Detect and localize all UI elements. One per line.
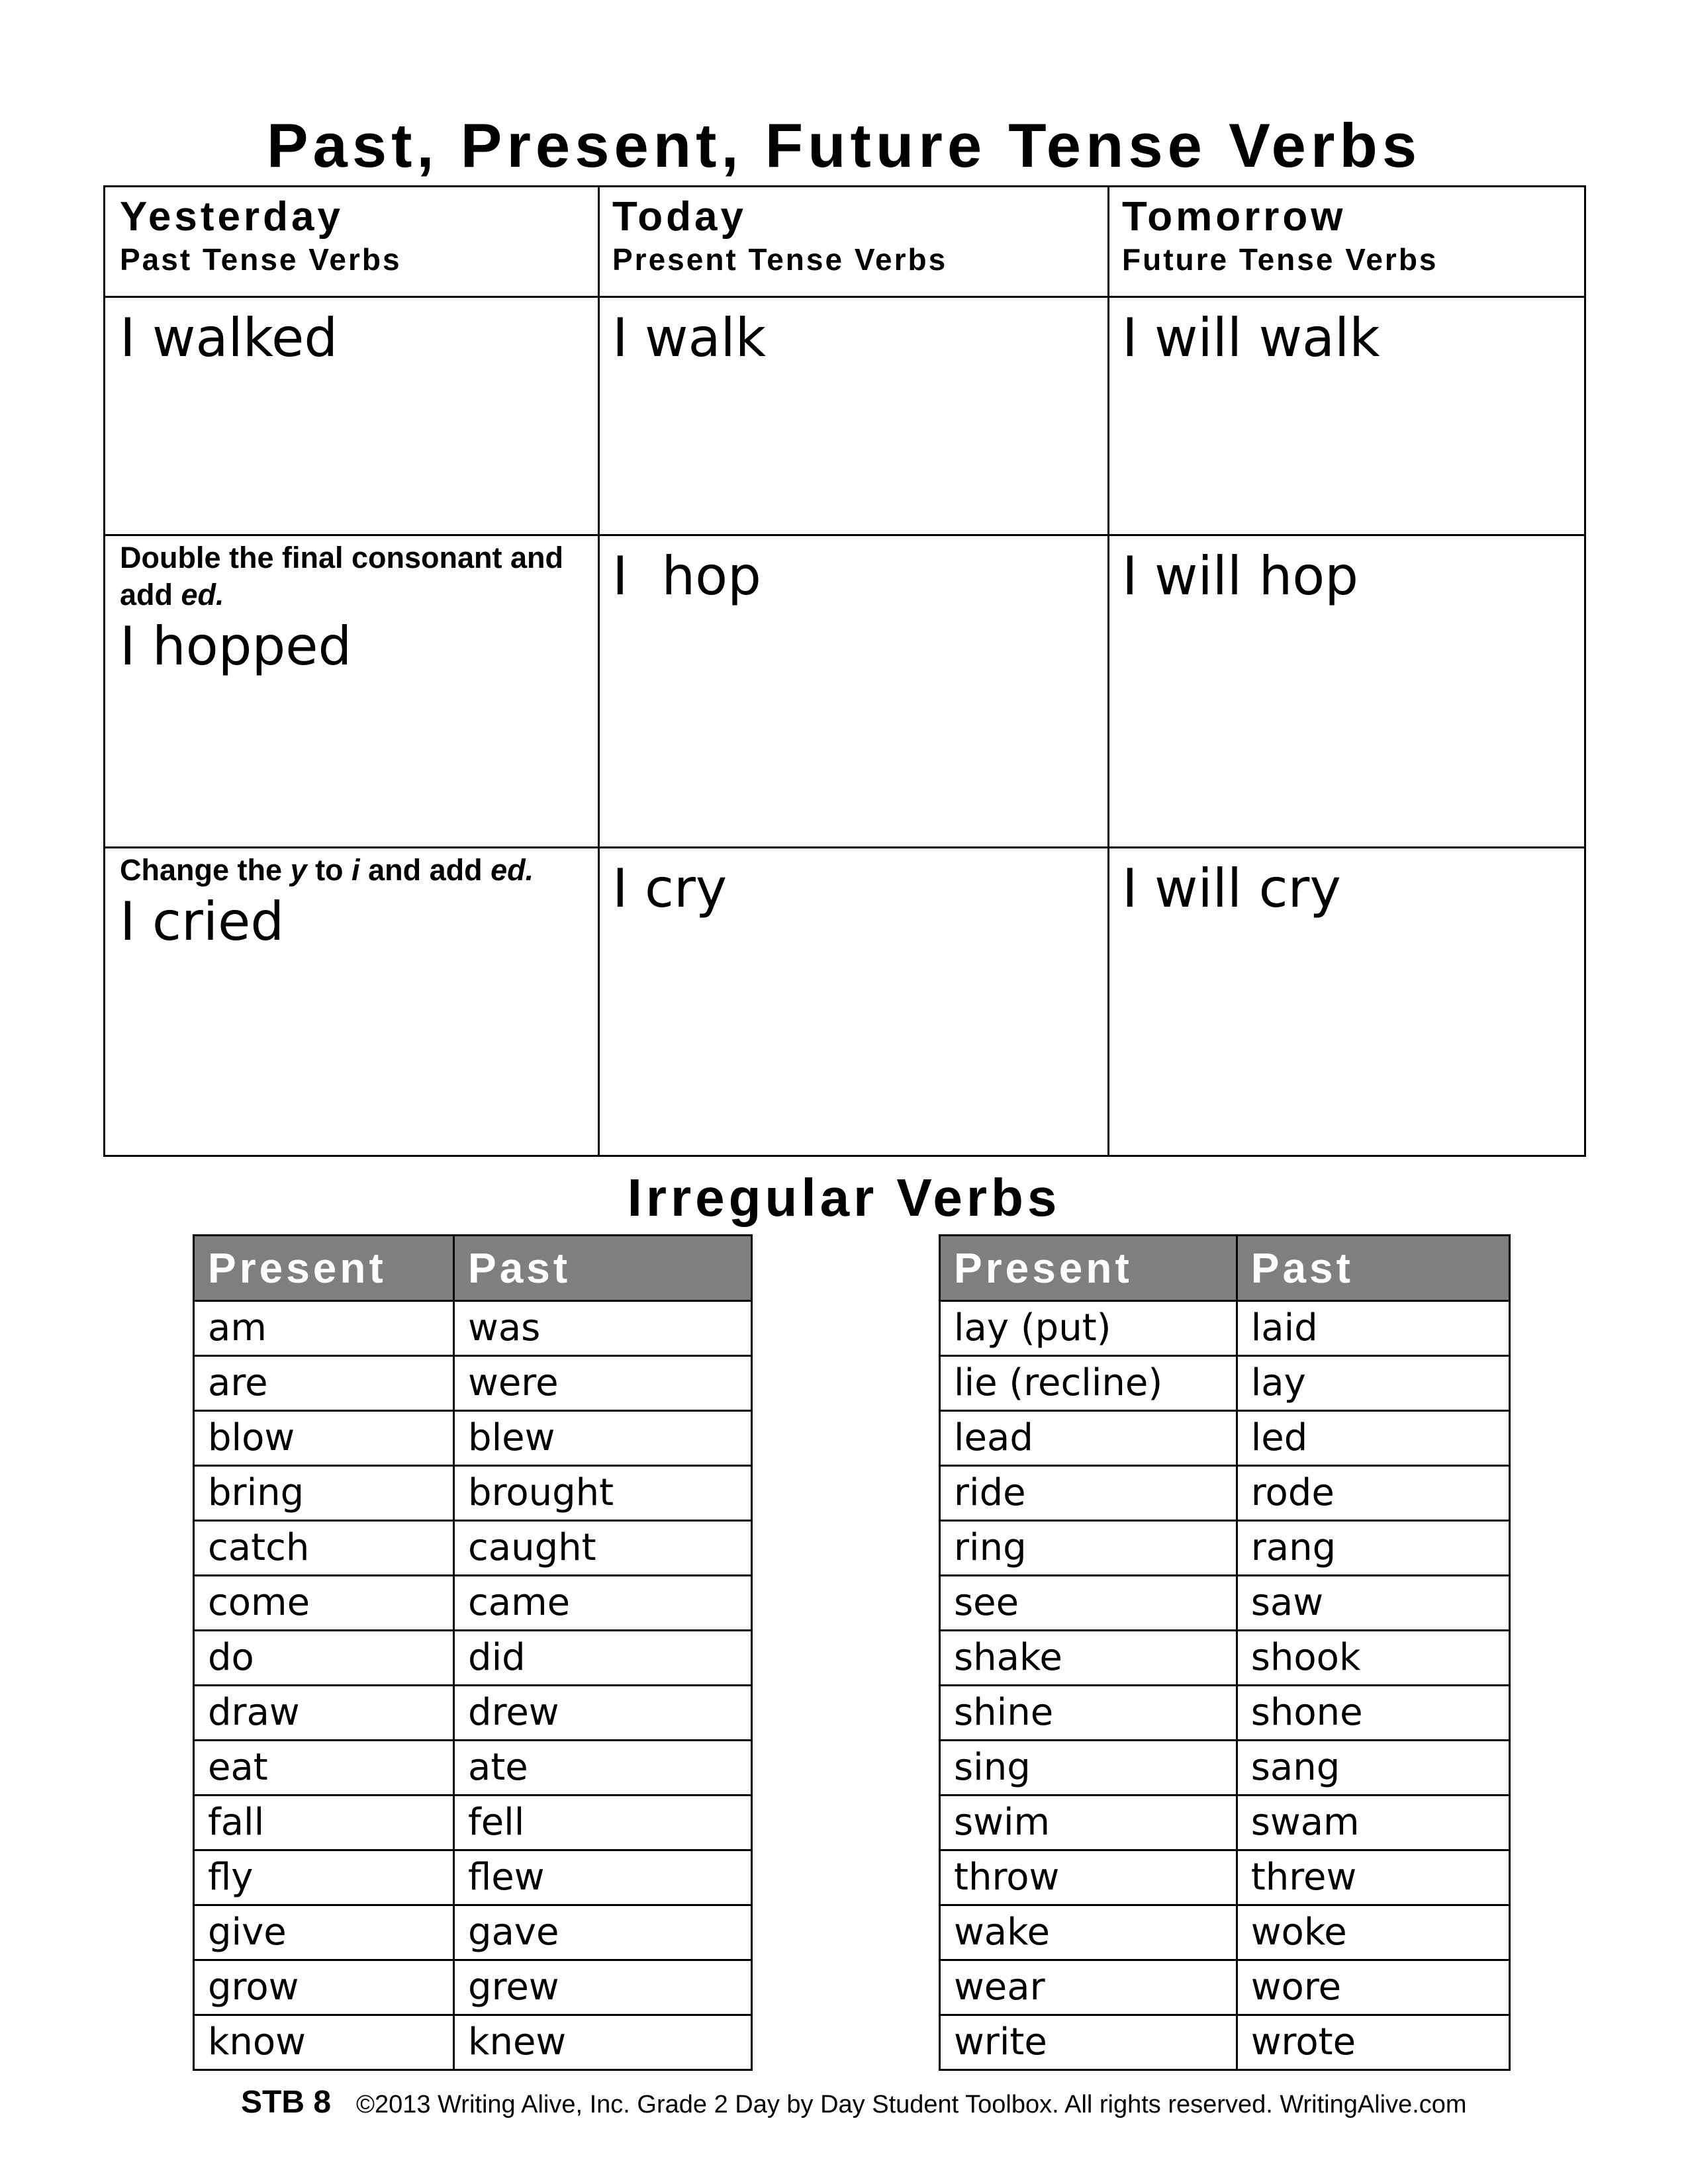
- header-sub: Past Tense Verbs: [120, 242, 402, 277]
- header-main: Today: [612, 194, 747, 240]
- spelling-rule-note: Change the y to i and add ed.: [120, 853, 534, 887]
- footer: [241, 2086, 1467, 2121]
- header-main: Yesterday: [120, 194, 344, 240]
- present-verb-cell: are: [194, 1356, 454, 1411]
- present-verb-cell: lie (recline): [940, 1356, 1237, 1411]
- past-verb-cell: laid: [1237, 1301, 1509, 1356]
- future-cell-cry: [1107, 849, 1584, 921]
- past-verb-cell: caught: [454, 1521, 752, 1576]
- tense-table: [103, 185, 1586, 1157]
- past-verb-cell: wrote: [1237, 2015, 1509, 2070]
- table-row: [194, 1521, 752, 1576]
- past-verb-cell: shook: [1237, 1631, 1509, 1686]
- past-verb-cell: did: [454, 1631, 752, 1686]
- table-row: [940, 1521, 1510, 1576]
- present-verb-cell: see: [940, 1576, 1237, 1631]
- footer-copyright: ©2013 Writing Alive, Inc. Grade 2 Day by Day Student Toolbox. All rights reserved. WritingAlive.com: [356, 2091, 1467, 2118]
- irregular-verbs-title: Irregular Verbs: [627, 1168, 1061, 1227]
- header-sub: Future Tense Verbs: [1122, 242, 1438, 277]
- spelling-rule-note: Double the final consonant and add ed.: [120, 541, 564, 612]
- past-verb: I cried: [120, 891, 285, 952]
- table-row: [940, 1466, 1510, 1521]
- table-row: [940, 1960, 1510, 2015]
- present-verb-cell: wear: [940, 1960, 1237, 2015]
- past-verb-cell: knew: [454, 2015, 752, 2070]
- present-verb-cell: bring: [194, 1466, 454, 1521]
- present-verb: I hop: [612, 545, 761, 607]
- header-main: Tomorrow: [1122, 194, 1346, 240]
- irregular-verbs-table-right: [939, 1234, 1511, 2071]
- present-verb-cell: catch: [194, 1521, 454, 1576]
- future-verb: I will cry: [1122, 858, 1341, 919]
- header-tomorrow: [1107, 187, 1584, 296]
- past-verb-cell: gave: [454, 1905, 752, 1960]
- present-verb-cell: lay (put): [940, 1301, 1237, 1356]
- page-title: Past, Present, Future Tense Verbs: [266, 111, 1422, 180]
- row-divider: [105, 296, 1584, 298]
- table-row: [194, 1466, 752, 1521]
- column-header-present: Present: [194, 1236, 454, 1301]
- header-today: [598, 187, 1107, 296]
- past-verb: I walked: [120, 307, 338, 369]
- present-verb-cell: sing: [940, 1741, 1237, 1796]
- table-row: [940, 2015, 1510, 2070]
- table-row: [194, 1356, 752, 1411]
- table-row: [940, 1850, 1510, 1905]
- present-verb: I walk: [612, 307, 767, 369]
- header-yesterday: [105, 187, 598, 296]
- present-verb-cell: write: [940, 2015, 1237, 2070]
- past-verb-cell: was: [454, 1301, 752, 1356]
- past-verb-cell: wore: [1237, 1960, 1509, 2015]
- present-verb-cell: shake: [940, 1631, 1237, 1686]
- table-row: [194, 1796, 752, 1850]
- present-verb-cell: grow: [194, 1960, 454, 2015]
- present-verb-cell: give: [194, 1905, 454, 1960]
- present-verb-cell: ride: [940, 1466, 1237, 1521]
- future-verb: I will walk: [1122, 307, 1380, 369]
- table-row: [940, 1905, 1510, 1960]
- present-verb: I cry: [612, 858, 727, 919]
- column-header-past: Past: [1237, 1236, 1509, 1301]
- present-verb-cell: come: [194, 1576, 454, 1631]
- header-sub: Present Tense Verbs: [612, 242, 948, 277]
- present-verb-cell: eat: [194, 1741, 454, 1796]
- column-header-present: Present: [940, 1236, 1237, 1301]
- table-row: [194, 1631, 752, 1686]
- present-verb-cell: ring: [940, 1521, 1237, 1576]
- past-verb-cell: threw: [1237, 1850, 1509, 1905]
- present-cell-walk: [598, 298, 1107, 370]
- present-verb-cell: throw: [940, 1850, 1237, 1905]
- past-verb: I hopped: [120, 615, 352, 677]
- past-verb-cell: brought: [454, 1466, 752, 1521]
- past-cell-walk: [105, 298, 598, 370]
- present-verb-cell: do: [194, 1631, 454, 1686]
- table-row: [194, 1301, 752, 1356]
- past-verb-cell: sang: [1237, 1741, 1509, 1796]
- past-verb-cell: swam: [1237, 1796, 1509, 1850]
- table-row: [194, 1576, 752, 1631]
- table-row: [940, 1356, 1510, 1411]
- irregular-verbs-table-left: [193, 1234, 753, 2071]
- table-row: [194, 1905, 752, 1960]
- column-header-past: Past: [454, 1236, 752, 1301]
- table-row: [194, 1850, 752, 1905]
- past-verb-cell: saw: [1237, 1576, 1509, 1631]
- table-header-row: [940, 1236, 1510, 1301]
- past-verb-cell: flew: [454, 1850, 752, 1905]
- present-verb-cell: swim: [940, 1796, 1237, 1850]
- present-verb-cell: wake: [940, 1905, 1237, 1960]
- past-verb-cell: fell: [454, 1796, 752, 1850]
- present-verb-cell: lead: [940, 1411, 1237, 1466]
- present-verb-cell: fall: [194, 1796, 454, 1850]
- past-verb-cell: blew: [454, 1411, 752, 1466]
- row-divider: [105, 534, 1584, 536]
- table-row: [194, 1411, 752, 1466]
- past-cell-hop: [105, 537, 598, 678]
- table-row: [940, 1301, 1510, 1356]
- table-row: [194, 1960, 752, 2015]
- past-cell-cry: [105, 849, 598, 954]
- row-divider: [105, 846, 1584, 848]
- present-verb-cell: am: [194, 1301, 454, 1356]
- table-row: [940, 1631, 1510, 1686]
- table-row: [194, 1741, 752, 1796]
- table-row: [940, 1686, 1510, 1741]
- past-verb-cell: shone: [1237, 1686, 1509, 1741]
- present-verb-cell: draw: [194, 1686, 454, 1741]
- past-verb-cell: rang: [1237, 1521, 1509, 1576]
- past-verb-cell: lay: [1237, 1356, 1509, 1411]
- present-verb-cell: blow: [194, 1411, 454, 1466]
- past-verb-cell: drew: [454, 1686, 752, 1741]
- table-row: [194, 2015, 752, 2070]
- future-verb: I will hop: [1122, 545, 1358, 607]
- table-header-row: [194, 1236, 752, 1301]
- past-verb-cell: grew: [454, 1960, 752, 2015]
- footer-code: STB 8: [241, 2085, 332, 2120]
- table-row: [940, 1796, 1510, 1850]
- past-verb-cell: came: [454, 1576, 752, 1631]
- past-verb-cell: were: [454, 1356, 752, 1411]
- present-verb-cell: fly: [194, 1850, 454, 1905]
- future-cell-hop: [1107, 537, 1584, 608]
- past-verb-cell: ate: [454, 1741, 752, 1796]
- present-verb-cell: shine: [940, 1686, 1237, 1741]
- present-cell-hop: [598, 537, 1107, 608]
- past-verb-cell: rode: [1237, 1466, 1509, 1521]
- table-row: [940, 1741, 1510, 1796]
- table-row: [940, 1411, 1510, 1466]
- table-row: [194, 1686, 752, 1741]
- table-row: [940, 1576, 1510, 1631]
- present-cell-cry: [598, 849, 1107, 921]
- past-verb-cell: led: [1237, 1411, 1509, 1466]
- present-verb-cell: know: [194, 2015, 454, 2070]
- future-cell-walk: [1107, 298, 1584, 370]
- past-verb-cell: woke: [1237, 1905, 1509, 1960]
